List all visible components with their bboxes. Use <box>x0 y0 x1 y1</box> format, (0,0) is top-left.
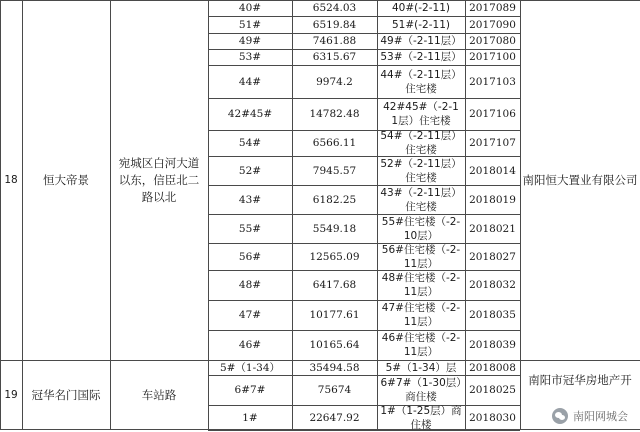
project-name: 冠华名门国际 <box>31 387 101 402</box>
permit-no: 2017100 <box>469 51 516 63</box>
building-desc: 56#住宅楼（-2-11层） <box>381 243 461 270</box>
building-no: 49# <box>238 35 262 47</box>
permit-no: 2018025 <box>469 384 516 396</box>
project-name: 恒大帝景 <box>43 172 89 187</box>
area-value: 10165.64 <box>309 339 360 351</box>
area-value: 22647.92 <box>309 411 360 424</box>
permit-no: 2017089 <box>469 2 516 14</box>
building-no: 47# <box>238 309 262 321</box>
building-no: 5#（1-34） <box>219 361 281 374</box>
building-no: 52# <box>238 164 262 177</box>
building-no: 53# <box>238 51 262 63</box>
building-no: 44# <box>238 75 262 88</box>
building-no: 6#7# <box>234 384 266 396</box>
building-desc: 1#（1-25层）商住楼 <box>380 404 462 431</box>
building-no: 1# <box>242 411 258 424</box>
building-no: 46# <box>238 339 262 351</box>
watermark <box>552 408 628 424</box>
building-no: 51# <box>238 18 262 31</box>
building-desc: 48#住宅楼（-2-11层） <box>381 272 461 298</box>
permit-no: 2018030 <box>469 411 516 424</box>
project-index: 19 <box>4 389 18 401</box>
permit-no: 2018019 <box>469 193 516 206</box>
permit-no: 2018021 <box>469 222 516 235</box>
building-desc: 6#7#（1-30层）商住楼 <box>380 377 462 403</box>
building-desc: 52#（-2-11层）住宅楼 <box>380 157 462 184</box>
area-value: 75674 <box>317 384 352 396</box>
building-desc: 51#(-2-11) <box>392 18 450 31</box>
building-no: 48# <box>238 279 262 291</box>
area-value: 6315.67 <box>312 51 357 63</box>
building-no: 55# <box>238 222 262 235</box>
permit-no: 2017090 <box>469 18 516 31</box>
area-value: 6566.11 <box>312 137 357 149</box>
area-value: 14782.48 <box>309 108 360 120</box>
area-value: 6182.25 <box>312 193 357 206</box>
area-value: 6524.03 <box>312 2 357 14</box>
building-no: 56# <box>238 250 262 263</box>
building-desc: 43#（-2-11层）住宅楼 <box>380 186 462 213</box>
building-desc: 5#（1-34）层 <box>385 361 457 374</box>
building-no: 54# <box>238 137 262 149</box>
building-desc: 47#住宅楼（-2-11层） <box>381 302 461 328</box>
building-desc: 44#（-2-11层）住宅楼 <box>380 68 462 95</box>
area-value: 7461.88 <box>312 35 357 47</box>
area-value: 6417.68 <box>312 279 357 291</box>
building-desc: 40#(-2-11) <box>392 2 450 14</box>
grid-hline <box>208 430 520 431</box>
building-desc: 53#（-2-11层） <box>380 51 462 63</box>
wechat-icon <box>552 408 568 424</box>
building-desc: 42#45#（-2-11层）住宅楼 <box>383 101 459 127</box>
building-desc: 46#住宅楼（-2-11层） <box>381 332 461 358</box>
permit-no: 2017107 <box>469 137 516 149</box>
area-value: 6519.84 <box>312 18 357 31</box>
building-desc: 55#住宅楼（-2-10层） <box>381 215 461 242</box>
area-value: 7945.57 <box>312 164 357 177</box>
grid-vline <box>520 0 521 430</box>
developer-name: 南阳市冠华房地产开 <box>528 372 632 387</box>
project-location: 宛城区白河大道以东，信臣北二路以北 <box>118 155 200 204</box>
area-value: 35494.58 <box>309 361 360 374</box>
area-value: 5549.18 <box>312 222 357 235</box>
building-no: 43# <box>238 193 262 206</box>
project-index: 18 <box>4 174 18 186</box>
area-value: 10177.61 <box>309 309 360 321</box>
area-value: 12565.09 <box>309 250 360 263</box>
building-no: 42#45# <box>227 108 273 120</box>
building-desc: 49#（-2-11层） <box>380 35 462 47</box>
permit-no: 2018039 <box>469 339 516 351</box>
developer-name: 南阳恒大置业有限公司 <box>522 172 638 187</box>
permit-no: 2018035 <box>469 309 516 321</box>
building-desc: 54#（-2-11层）住宅楼 <box>380 130 462 156</box>
permit-no: 2017103 <box>469 75 516 88</box>
permit-no: 2017106 <box>469 108 516 120</box>
permit-no: 2018014 <box>469 164 516 177</box>
project-location: 车站路 <box>141 387 177 402</box>
area-value: 9974.2 <box>316 75 353 88</box>
permit-no: 2018027 <box>469 250 516 263</box>
permit-no: 2018032 <box>469 279 516 291</box>
permit-no: 2018008 <box>469 361 516 374</box>
permit-no: 2017080 <box>469 35 516 47</box>
building-no: 40# <box>238 2 262 14</box>
watermark-text: 南阳网城会 <box>573 410 628 423</box>
